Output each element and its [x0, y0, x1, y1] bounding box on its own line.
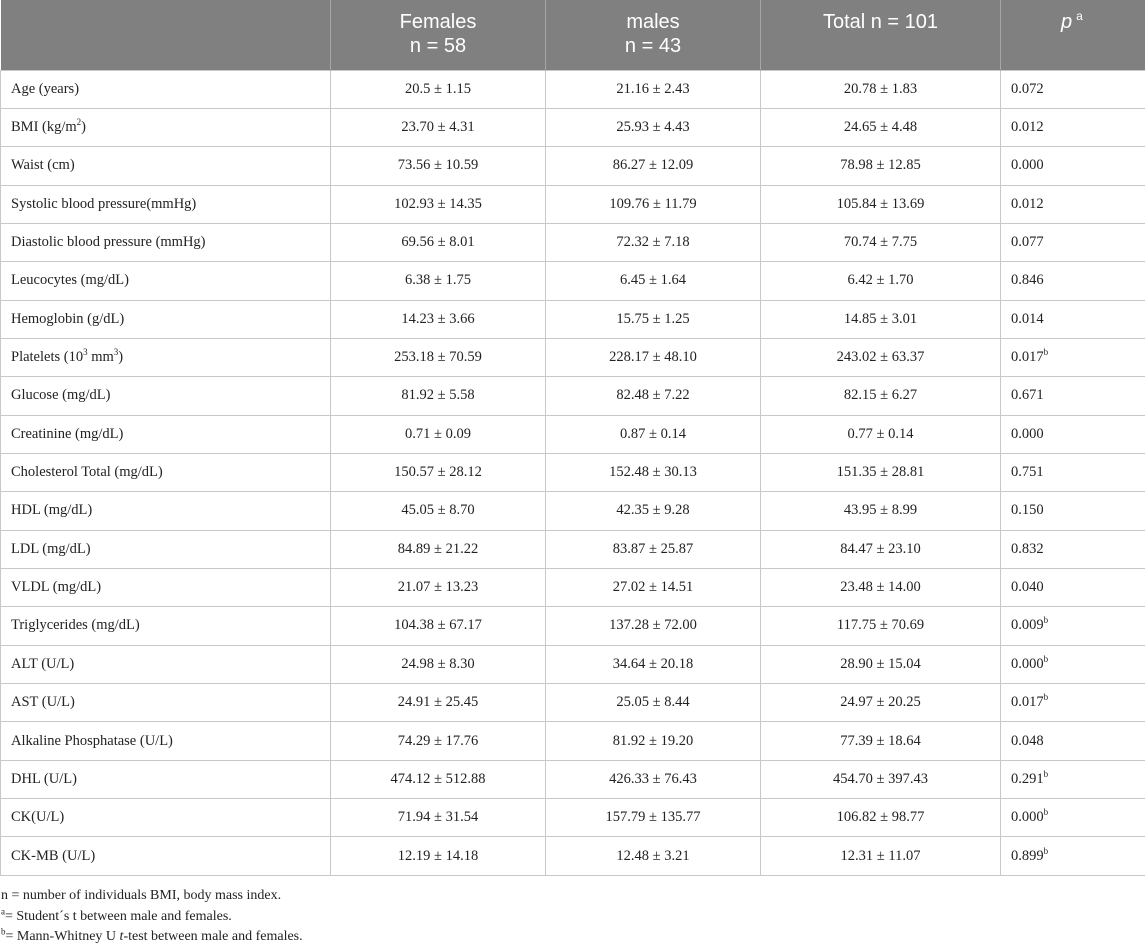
table-row — [1, 147, 1145, 185]
cell-total: 82.15 ± 6.27 — [761, 377, 1001, 415]
row-label-label: VLDL (mg/dL) — [11, 579, 101, 595]
row-label-label: BMI (kg/m — [11, 119, 77, 135]
row-label-cell — [1, 722, 331, 760]
header-females — [331, 0, 546, 70]
header-variable — [1, 0, 331, 70]
p-value-text: 0.009 — [1011, 617, 1044, 633]
p-value-text: 0.000 — [1011, 157, 1044, 173]
cell-males: 86.27 ± 12.09 — [546, 147, 761, 185]
p-value-text: 0.832 — [1011, 541, 1044, 557]
cell-total: 43.95 ± 8.99 — [761, 492, 1001, 530]
p-value-text: 0.899 — [1011, 848, 1044, 864]
table-row — [1, 338, 1145, 376]
table-row — [1, 760, 1145, 798]
row-label-cell — [1, 338, 331, 376]
cell-females: 81.92 ± 5.58 — [331, 377, 546, 415]
p-value-footnote-marker: b — [1044, 692, 1049, 702]
row-label-cell — [1, 760, 331, 798]
header-total-title: Total n = 101 — [823, 11, 938, 33]
cell-females: 150.57 ± 28.12 — [331, 453, 546, 491]
cell-females: 74.29 ± 17.76 — [331, 722, 546, 760]
cell-total: 454.70 ± 397.43 — [761, 760, 1001, 798]
cell-total: 70.74 ± 7.75 — [761, 223, 1001, 261]
table-row — [1, 223, 1145, 261]
cell-total: 84.47 ± 23.10 — [761, 530, 1001, 568]
cell-males: 109.76 ± 11.79 — [546, 185, 761, 223]
cell-p-value — [1001, 645, 1145, 683]
p-value-text: 0.048 — [1011, 733, 1044, 749]
cell-p-value — [1001, 338, 1145, 376]
row-label-label: Platelets (10 — [11, 349, 83, 365]
footnote-a — [0, 907, 1145, 928]
header-p-value — [1001, 0, 1145, 70]
table-row — [1, 568, 1145, 606]
p-value-footnote-marker: b — [1044, 846, 1049, 856]
row-label-label: Cholesterol Total (mg/dL) — [11, 464, 163, 480]
row-label-label-sup: 2 — [77, 117, 82, 127]
cell-females: 45.05 ± 8.70 — [331, 492, 546, 530]
row-label-cell — [1, 377, 331, 415]
p-value-text: 0.291 — [1011, 771, 1044, 787]
p-value-text: 0.077 — [1011, 234, 1044, 250]
cell-total: 28.90 ± 15.04 — [761, 645, 1001, 683]
cell-p-value — [1001, 760, 1145, 798]
cell-males: 42.35 ± 9.28 — [546, 492, 761, 530]
cell-females: 474.12 ± 512.88 — [331, 760, 546, 798]
p-value-text: 0.000 — [1011, 426, 1044, 442]
cell-males: 137.28 ± 72.00 — [546, 607, 761, 645]
cell-males: 25.05 ± 8.44 — [546, 684, 761, 722]
p-value-text: 0.014 — [1011, 311, 1044, 327]
row-label-cell — [1, 530, 331, 568]
footnote-b-text-before: = Mann-Whitney U — [6, 929, 120, 944]
footnote-b-marker: b — [1, 926, 6, 936]
cell-females: 69.56 ± 8.01 — [331, 223, 546, 261]
row-label-label: HDL (mg/dL) — [11, 502, 92, 518]
row-label-label: LDL (mg/dL) — [11, 541, 91, 557]
cell-p-value — [1001, 108, 1145, 146]
row-label-cell — [1, 108, 331, 146]
cell-total: 23.48 ± 14.00 — [761, 568, 1001, 606]
cell-males: 82.48 ± 7.22 — [546, 377, 761, 415]
p-value-footnote-marker: b — [1044, 616, 1049, 626]
row-label-label: DHL (U/L) — [11, 771, 77, 787]
cell-males: 27.02 ± 14.51 — [546, 568, 761, 606]
cell-total: 117.75 ± 70.69 — [761, 607, 1001, 645]
cell-p-value — [1001, 70, 1145, 108]
footnote-b-italic-t: t — [120, 929, 124, 944]
cell-p-value — [1001, 568, 1145, 606]
row-label-label: Age (years) — [11, 81, 79, 97]
footnote-n-text: n = number of individuals BMI, body mass index. — [1, 888, 281, 903]
table-row — [1, 684, 1145, 722]
cell-p-value — [1001, 684, 1145, 722]
row-label-label-mid: mm — [88, 349, 114, 365]
cell-females: 104.38 ± 67.17 — [331, 607, 546, 645]
row-label-label-after: ) — [81, 119, 86, 135]
cell-males: 6.45 ± 1.64 — [546, 262, 761, 300]
cell-p-value — [1001, 185, 1145, 223]
cell-total: 151.35 ± 28.81 — [761, 453, 1001, 491]
cell-males: 12.48 ± 3.21 — [546, 837, 761, 875]
p-value-text: 0.846 — [1011, 272, 1044, 288]
cell-p-value — [1001, 607, 1145, 645]
cell-p-value — [1001, 799, 1145, 837]
cell-total: 77.39 ± 18.64 — [761, 722, 1001, 760]
row-label-cell — [1, 607, 331, 645]
footnote-n — [0, 886, 1145, 907]
cell-males: 228.17 ± 48.10 — [546, 338, 761, 376]
cell-females: 0.71 ± 0.09 — [331, 415, 546, 453]
table-footnotes — [0, 886, 1145, 948]
footnote-a-marker: a — [1, 906, 5, 916]
row-label-label: Leucocytes (mg/dL) — [11, 272, 129, 288]
cell-p-value — [1001, 453, 1145, 491]
header-p-footnote-marker: a — [1076, 9, 1083, 23]
cell-p-value — [1001, 300, 1145, 338]
row-label-label: Hemoglobin (g/dL) — [11, 311, 124, 327]
p-value-text: 0.671 — [1011, 387, 1044, 403]
row-label-label: Creatinine (mg/dL) — [11, 426, 123, 442]
row-label-label: AST (U/L) — [11, 694, 75, 710]
cell-p-value — [1001, 837, 1145, 875]
cell-p-value — [1001, 223, 1145, 261]
cell-total: 24.97 ± 20.25 — [761, 684, 1001, 722]
table-row — [1, 108, 1145, 146]
cell-total: 20.78 ± 1.83 — [761, 70, 1001, 108]
header-males-n: n = 43 — [554, 34, 752, 58]
cell-p-value — [1001, 415, 1145, 453]
row-label-label-sup: 3 — [83, 347, 88, 357]
cell-p-value — [1001, 147, 1145, 185]
table-row — [1, 530, 1145, 568]
cell-males: 21.16 ± 2.43 — [546, 70, 761, 108]
row-label-cell — [1, 453, 331, 491]
row-label-cell — [1, 837, 331, 875]
p-value-footnote-marker: b — [1044, 807, 1049, 817]
cell-p-value — [1001, 530, 1145, 568]
cell-total: 243.02 ± 63.37 — [761, 338, 1001, 376]
cell-females: 84.89 ± 21.22 — [331, 530, 546, 568]
row-label-label: Systolic blood pressure(mmHg) — [11, 196, 196, 212]
cell-total: 106.82 ± 98.77 — [761, 799, 1001, 837]
p-value-text: 0.017 — [1011, 349, 1044, 365]
p-value-text: 0.012 — [1011, 119, 1044, 135]
row-label-label: Glucose (mg/dL) — [11, 387, 110, 403]
cell-females: 24.98 ± 8.30 — [331, 645, 546, 683]
table-row — [1, 262, 1145, 300]
cell-males: 152.48 ± 30.13 — [546, 453, 761, 491]
row-label-label-sup2: 3 — [114, 347, 119, 357]
cell-total: 78.98 ± 12.85 — [761, 147, 1001, 185]
row-label-cell — [1, 799, 331, 837]
cell-females: 14.23 ± 3.66 — [331, 300, 546, 338]
cell-males: 83.87 ± 25.87 — [546, 530, 761, 568]
row-label-cell — [1, 415, 331, 453]
cell-males: 157.79 ± 135.77 — [546, 799, 761, 837]
p-value-text: 0.150 — [1011, 502, 1044, 518]
row-label-label-after: ) — [118, 349, 123, 365]
p-value-text: 0.012 — [1011, 196, 1044, 212]
cell-females: 253.18 ± 70.59 — [331, 338, 546, 376]
cell-females: 20.5 ± 1.15 — [331, 70, 546, 108]
row-label-label: CK(U/L) — [11, 809, 64, 825]
cell-total: 0.77 ± 0.14 — [761, 415, 1001, 453]
cell-females: 73.56 ± 10.59 — [331, 147, 546, 185]
p-value-text: 0.072 — [1011, 81, 1044, 97]
row-label-cell — [1, 70, 331, 108]
row-label-cell — [1, 262, 331, 300]
header-males-title: males — [626, 11, 679, 33]
table-row — [1, 607, 1145, 645]
row-label-label: Diastolic blood pressure (mmHg) — [11, 234, 206, 250]
p-value-footnote-marker: b — [1044, 654, 1049, 664]
header-p-label: p — [1061, 11, 1072, 33]
cell-p-value — [1001, 722, 1145, 760]
table-row — [1, 722, 1145, 760]
header-total — [761, 0, 1001, 70]
table-row — [1, 300, 1145, 338]
p-value-text: 0.017 — [1011, 694, 1044, 710]
table-row — [1, 185, 1145, 223]
table-row — [1, 645, 1145, 683]
header-females-n: n = 58 — [339, 34, 537, 58]
row-label-cell — [1, 300, 331, 338]
cell-total: 24.65 ± 4.48 — [761, 108, 1001, 146]
table-row — [1, 377, 1145, 415]
cell-total: 6.42 ± 1.70 — [761, 262, 1001, 300]
cell-p-value — [1001, 262, 1145, 300]
table-row — [1, 70, 1145, 108]
row-label-cell — [1, 568, 331, 606]
cell-males: 34.64 ± 20.18 — [546, 645, 761, 683]
row-label-cell — [1, 645, 331, 683]
p-value-text: 0.751 — [1011, 464, 1044, 480]
row-label-label: CK-MB (U/L) — [11, 848, 95, 864]
cell-males: 72.32 ± 7.18 — [546, 223, 761, 261]
cell-males: 15.75 ± 1.25 — [546, 300, 761, 338]
cell-total: 14.85 ± 3.01 — [761, 300, 1001, 338]
p-value-footnote-marker: b — [1044, 769, 1049, 779]
p-value-text: 0.040 — [1011, 579, 1044, 595]
table-header — [1, 0, 1145, 70]
table-row — [1, 453, 1145, 491]
cell-females: 23.70 ± 4.31 — [331, 108, 546, 146]
cell-total: 105.84 ± 13.69 — [761, 185, 1001, 223]
cell-males: 426.33 ± 76.43 — [546, 760, 761, 798]
row-label-cell — [1, 492, 331, 530]
cell-p-value — [1001, 377, 1145, 415]
row-label-label: ALT (U/L) — [11, 656, 74, 672]
row-label-cell — [1, 684, 331, 722]
cell-males: 81.92 ± 19.20 — [546, 722, 761, 760]
table-row — [1, 799, 1145, 837]
row-label-label: Alkaline Phosphatase (U/L) — [11, 733, 173, 749]
footnote-a-text: = Student´s t between male and females. — [5, 909, 232, 924]
table-row — [1, 415, 1145, 453]
footnote-b-text-after: -test between male and females. — [123, 929, 302, 944]
p-value-text: 0.000 — [1011, 809, 1044, 825]
row-label-label: Triglycerides (mg/dL) — [11, 617, 140, 633]
cell-females: 6.38 ± 1.75 — [331, 262, 546, 300]
table-body — [1, 70, 1145, 875]
footnote-b — [0, 927, 1145, 948]
header-females-title: Females — [400, 11, 477, 33]
cell-males: 25.93 ± 4.43 — [546, 108, 761, 146]
cell-females: 71.94 ± 31.54 — [331, 799, 546, 837]
p-value-text: 0.000 — [1011, 656, 1044, 672]
row-label-cell — [1, 223, 331, 261]
cell-total: 12.31 ± 11.07 — [761, 837, 1001, 875]
header-males — [546, 0, 761, 70]
cell-males: 0.87 ± 0.14 — [546, 415, 761, 453]
p-value-footnote-marker: b — [1044, 347, 1049, 357]
cell-females: 21.07 ± 13.23 — [331, 568, 546, 606]
cell-females: 102.93 ± 14.35 — [331, 185, 546, 223]
header-row — [1, 0, 1145, 70]
table-row — [1, 837, 1145, 875]
cell-females: 24.91 ± 25.45 — [331, 684, 546, 722]
table-row — [1, 492, 1145, 530]
row-label-cell — [1, 147, 331, 185]
row-label-label: Waist (cm) — [11, 157, 75, 173]
cell-p-value — [1001, 492, 1145, 530]
cell-females: 12.19 ± 14.18 — [331, 837, 546, 875]
row-label-cell — [1, 185, 331, 223]
